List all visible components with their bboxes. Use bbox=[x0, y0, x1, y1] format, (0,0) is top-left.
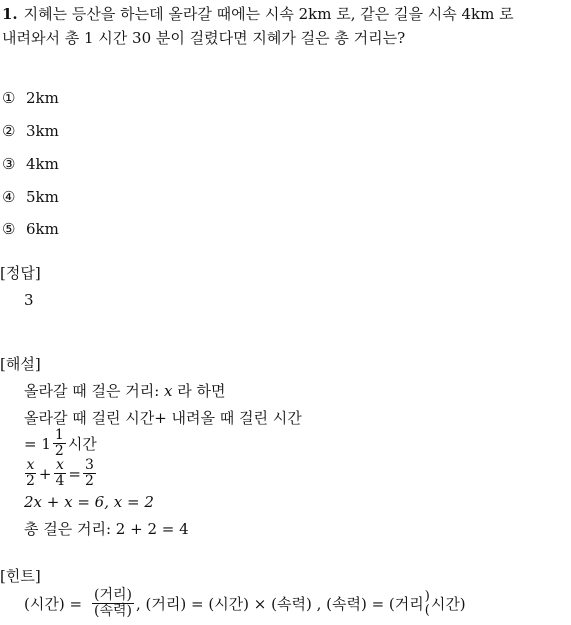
plus-sign: + bbox=[38, 464, 52, 483]
explanation-line-5: 2x + x = 6, x = 2 bbox=[24, 493, 154, 511]
hint-formula-middle: , (거리) = (시간) × (속력) , (속력) = (거리 bbox=[136, 594, 424, 613]
fraction-x-over-4 bbox=[54, 458, 67, 489]
explanation-heading: [해설] bbox=[0, 355, 41, 373]
fraction-denominator: 2 bbox=[85, 473, 94, 489]
fraction-denominator: 4 bbox=[55, 473, 65, 489]
choice-marker: ② bbox=[2, 122, 16, 140]
fraction-numerator: ) bbox=[424, 588, 430, 604]
choice-1[interactable] bbox=[2, 88, 59, 108]
explanation-line-1 bbox=[24, 381, 226, 401]
answer-heading: [정답] bbox=[0, 264, 41, 282]
choice-3[interactable] bbox=[2, 154, 59, 174]
fraction-one-half bbox=[53, 428, 66, 459]
choice-text: 6km bbox=[26, 220, 59, 238]
fraction-x-over-2 bbox=[24, 458, 37, 489]
explanation-line-1-tail: 라 하면 bbox=[172, 382, 226, 400]
fraction-denominator: ( bbox=[424, 602, 430, 618]
explanation-line-3-suffix: 시간 bbox=[67, 434, 97, 453]
choice-text: 4km bbox=[26, 155, 59, 173]
hint-broken-fraction bbox=[425, 590, 430, 618]
fraction-numerator: 1 bbox=[54, 427, 64, 443]
choice-text: 5km bbox=[26, 188, 59, 206]
explanation-line-3 bbox=[24, 428, 97, 459]
explanation-line-6: 총 걸은 거리: 2 + 2 = 4 bbox=[24, 520, 189, 538]
fraction-numerator: x bbox=[56, 457, 64, 473]
choice-4[interactable] bbox=[2, 187, 59, 207]
equals-sign: = bbox=[68, 464, 81, 483]
explanation-line-2: 올라갈 때 걸린 시간+ 내려올 때 걸린 시간 bbox=[24, 409, 302, 427]
choice-marker: ⑤ bbox=[2, 220, 16, 238]
mixed-number-whole: = 1 bbox=[24, 434, 51, 453]
choice-marker: ④ bbox=[2, 188, 16, 206]
hint-formula-end: 시간) bbox=[430, 594, 466, 613]
choice-text: 3km bbox=[26, 122, 59, 140]
answer-value: 3 bbox=[24, 291, 34, 309]
choice-5[interactable] bbox=[2, 219, 59, 239]
explanation-line-1-text: 올라갈 때 걸은 거리: bbox=[24, 382, 165, 400]
hint-fraction bbox=[92, 588, 134, 619]
hint-heading: [힌트] bbox=[0, 567, 41, 585]
question-text-1: 지혜는 등산을 하는데 올라갈 때에는 시속 2km 로, 같은 길을 시속 4km 로 bbox=[23, 5, 514, 23]
choice-2[interactable] bbox=[2, 121, 59, 141]
fraction-denominator: 2 bbox=[26, 473, 35, 489]
fraction-three-halves bbox=[83, 458, 96, 489]
fraction-numerator: 3 bbox=[85, 457, 94, 473]
fraction-numerator: x bbox=[26, 457, 35, 473]
choice-marker: ③ bbox=[2, 155, 16, 173]
choice-marker: ① bbox=[2, 89, 16, 107]
choice-text: 2km bbox=[26, 89, 59, 107]
hint-lhs: (시간) = bbox=[24, 594, 83, 613]
fraction-numerator: (거리) bbox=[94, 587, 133, 603]
explanation-equation bbox=[22, 458, 98, 489]
question-line-1 bbox=[2, 2, 514, 26]
explanation-var: x bbox=[164, 382, 173, 400]
fraction-denominator: 2 bbox=[54, 443, 64, 459]
hint-formula bbox=[24, 588, 466, 619]
question-number: 1. bbox=[2, 5, 18, 23]
fraction-denominator: (속력) bbox=[94, 603, 133, 619]
question-line-2: 내려와서 총 1 시간 30 분이 걸렸다면 지혜가 걸은 총 거리는? bbox=[2, 29, 406, 47]
